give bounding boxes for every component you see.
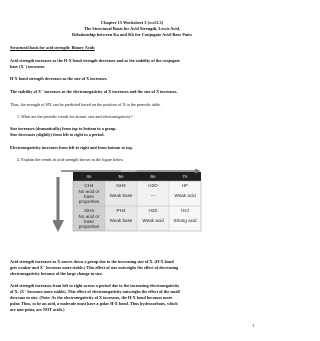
- group-4A: 4A: [86, 174, 92, 179]
- note-PH3: Weak base: [109, 218, 133, 223]
- header-line-3: Relationship between Ka and Kb for Conjugate Acid-Base Pairs: [72, 32, 192, 37]
- para1-line2: base (X⁻) increases.: [10, 64, 46, 69]
- header-line-1: Chapter 15 Worksheet 3 (ws15.3): [100, 20, 164, 25]
- formula-NH3: NH3: [116, 183, 126, 188]
- formula-SiH4: SiH4: [84, 208, 94, 213]
- group-label: GROUP: [120, 168, 138, 173]
- note-H2S: Weak acid: [142, 218, 164, 223]
- section-title: Structural basis for acid strength: Binary Acids: [10, 45, 95, 50]
- para5-line2: gets weaker and X⁻ becomes more stable.) This effect of size outweighs the effect of decreasing: [10, 265, 179, 270]
- para1-line1: Acid strength increases as the H-X bond strength decreases and as the stability of the conjugate: [10, 58, 180, 63]
- note-CH4: No acid or base properties: [78, 189, 100, 204]
- trend-size-group: Size increases (dramatically) from top to bottom in a group.: [10, 126, 117, 131]
- header-line-2: The Structural Basis for Acid Strength, Lewis Acid,: [83, 26, 181, 31]
- formula-PH3: PH3: [116, 208, 126, 213]
- formula-H2S: H2S: [148, 208, 158, 213]
- note-H2O: ---: [150, 193, 156, 198]
- note-NH3: Weak base: [109, 193, 133, 198]
- group-7A: 7A: [182, 174, 188, 179]
- para2: H-X bond strength decreases as the size of X increases.: [10, 76, 108, 81]
- para6-line3: decrease in size. (Note: As the electronegativity of X increases, the H-X bond becomes more: [10, 295, 173, 300]
- formula-HCl: HCl: [181, 208, 189, 213]
- question-2: 2. Explain the trends in acid strength shown in the figure below.: [17, 157, 125, 162]
- group-5A: 5A: [118, 174, 124, 179]
- formula-H2O: H2O: [148, 183, 158, 188]
- para3: The stability of X⁻ increases as the electronegativity of X increases and the size of X increases.: [10, 89, 178, 94]
- note-SiH4: No acid or base properties: [78, 214, 100, 229]
- para6-line2: of X. (X⁻ becomes more stable). This effect of electronegativity outweighs the effect of the small: [10, 289, 180, 294]
- para6-line4: polar. Thus, to be an acid, a molecule must have a polar H-X bond. Thus hydrocarbons, which: [10, 301, 178, 306]
- note-HF: Weak acid: [174, 193, 196, 198]
- para6-line1: Acid strength increases from left to right across a period due to the increasing electronegativity: [10, 283, 180, 288]
- page-number: 1: [252, 323, 255, 328]
- group-6A: 6A: [150, 174, 156, 179]
- formula-HF: HF: [181, 183, 189, 188]
- para4: Thus, the strength of HX can be predicted based on the position of X in the periodic table.: [10, 102, 161, 107]
- acid-strength-figure: [53, 169, 203, 232]
- trend-size-period: Size decreases (slightly) from left to right in a period.: [10, 132, 105, 137]
- para5-line3: electronegativity because of the large change in size.: [10, 271, 103, 276]
- para5-line1: Acid strength increases as X moves down a group due to the increasing size of X. (H-X bond: [10, 259, 174, 264]
- formula-CH4: CH4: [84, 183, 94, 188]
- para6-line5: are non-polar, are NOT acids.): [10, 307, 65, 312]
- question-1: 1. What are the periodic trends for atomic size and electronegativity?: [17, 114, 133, 119]
- trend-electronegativity: Electronegativity increases from left to right and from bottom to top.: [10, 145, 133, 150]
- note-HCl: Strong acid: [173, 218, 197, 223]
